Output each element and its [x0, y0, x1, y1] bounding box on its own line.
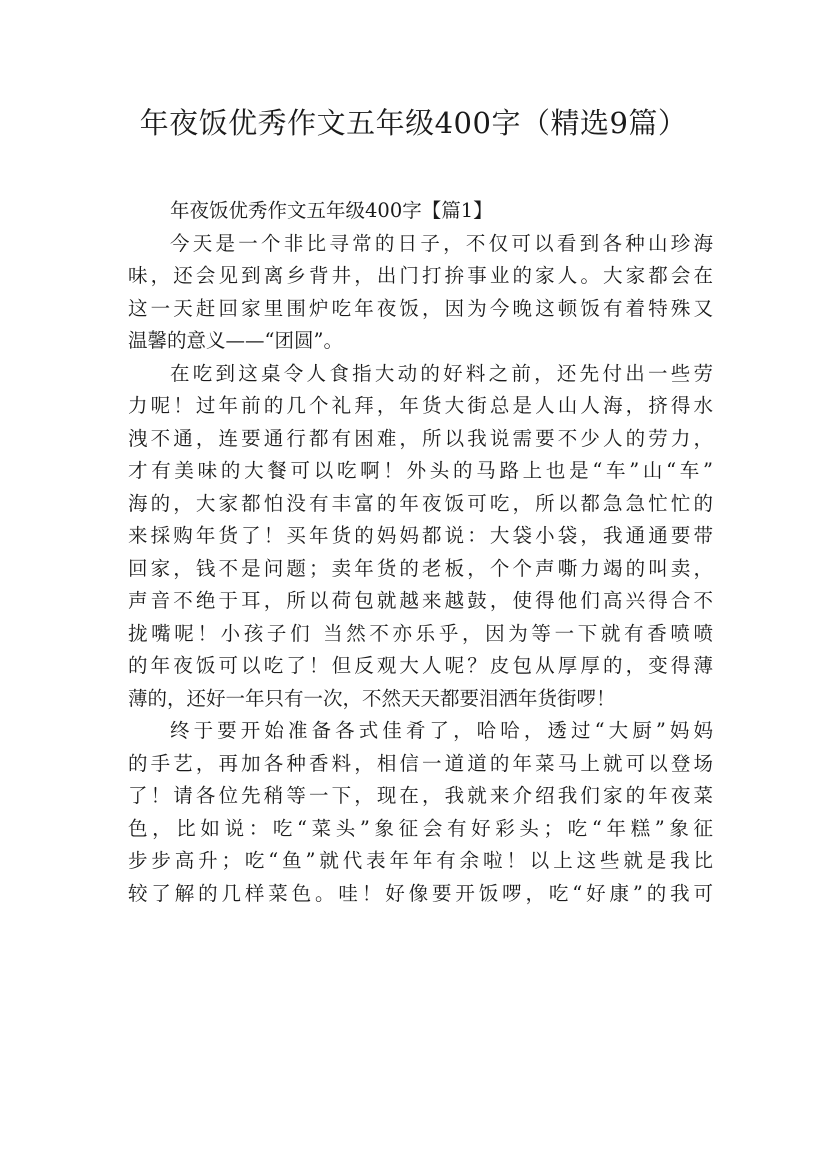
paragraph-line: 终于要开始准备各式佳肴了，哈哈，透过“大厨”妈妈: [170, 719, 713, 742]
paragraph-line: 这一天赶回家里围炉吃年夜饭，因为今晚这顿饭有着特殊又: [128, 296, 713, 320]
paragraph-line: 才有美味的大餐可以吃啊！外头的马路上也是“车”山“车”: [128, 459, 713, 482]
document-title: 年夜饭优秀作文五年级400字（精选9篇）: [139, 106, 688, 140]
section-heading: 年夜饭优秀作文五年级400字【篇1】: [170, 199, 493, 222]
paragraph-line: 薄的，还好一年只有一次，不然天天都要泪洒年货街啰！: [128, 686, 616, 710]
paragraph-line: 今天是一个非比寻常的日子，不仅可以看到各种山珍海: [170, 231, 713, 255]
paragraph-line: 色，比如说：吃“菜头”象征会有好彩头；吃“年糕”象征: [128, 816, 713, 840]
document-body: [128, 195, 713, 910]
paragraph-line: 拢嘴呢！小孩子们 当然不亦乐乎，因为等一下就有香喷喷: [128, 621, 713, 645]
paragraph-line: 了！请各位先稍等一下，现在，我就来介绍我们家的年夜菜: [128, 784, 713, 807]
paragraph-line: 味，还会见到离乡背井，出门打拚事业的家人。大家都会在: [128, 264, 713, 287]
paragraph-line: 洩不通，连要通行都有困难，所以我说需要不少人的劳力，: [128, 426, 713, 450]
paragraph-line: 在吃到这桌令人食指大动的好料之前，还先付出一些劳: [170, 361, 713, 385]
paragraph-line: 温馨的意义——“团圆”。: [128, 329, 343, 352]
paragraph-line: 步步高升；吃“鱼”就代表年年有余啦！以上这些就是我比: [128, 849, 713, 872]
paragraph-line: 的年夜饭可以吃了！但反观大人呢？皮包从厚厚的，变得薄: [128, 654, 713, 677]
paragraph-line: 力呢！过年前的几个礼拜，年货大街总是人山人海，挤得水: [128, 394, 713, 417]
paragraph-line: 回家，钱不是问题；卖年货的老板，个个声嘶力竭的叫卖，: [128, 556, 713, 580]
paragraph-line: 来採购年货了！买年货的妈妈都说：大袋小袋，我通通要带: [128, 524, 713, 547]
paragraph-line: 海的，大家都怕没有丰富的年夜饭可吃，所以都急急忙忙的: [128, 491, 713, 515]
paragraph-line: 的手艺，再加各种香料，相信一道道的年菜马上就可以登场: [128, 751, 713, 775]
paragraph-line: 声音不绝于耳，所以荷包就越来越鼓，使得他们高兴得合不: [128, 589, 713, 612]
paragraph-line: 较了解的几样菜色。哇！好像要开饭啰，吃“好康”的我可: [128, 881, 713, 905]
